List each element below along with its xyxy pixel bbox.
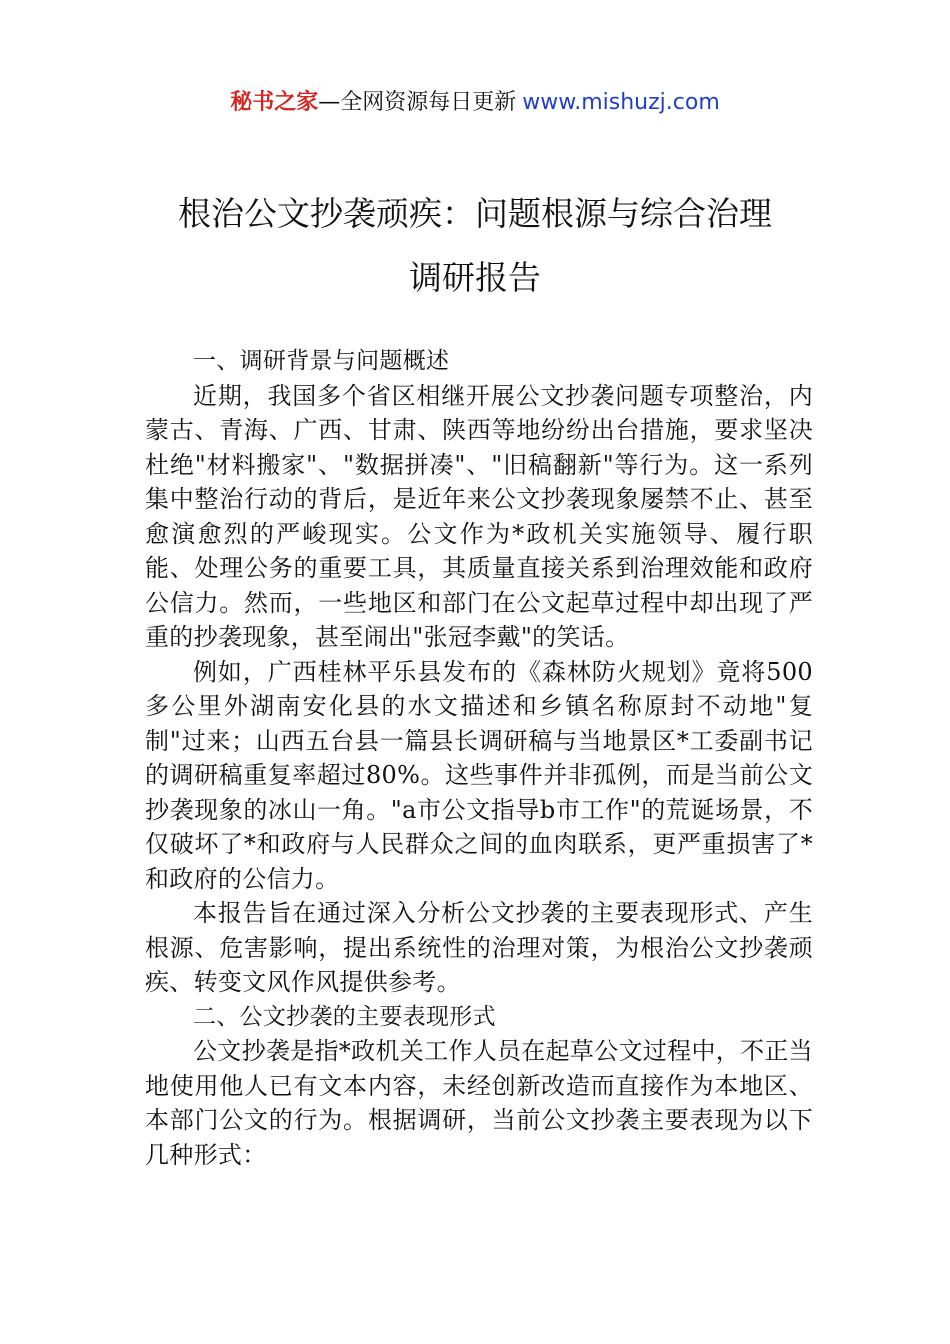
site-banner xyxy=(0,86,950,120)
section-heading-1: 一、调研背景与问题概述 xyxy=(193,348,450,374)
banner-url-link[interactable]: www.mishuzj.com xyxy=(522,90,720,115)
document-body xyxy=(145,344,813,1172)
title-line-1: 根治公文抄袭顽疾：问题根源与综合治理 xyxy=(178,194,772,233)
title-line-2: 调研报告 xyxy=(409,258,541,297)
paragraph-4: 公文抄袭是指*政机关工作人员在起草公文过程中，不正当地使用他人已有文本内容，未经创新改造而直接作为本地区、本部门公文的行为。根据调研，当前公文抄袭主要表现为以下几种形式： xyxy=(145,1037,813,1169)
document-title xyxy=(60,182,890,310)
banner-brand: 秘书之家 xyxy=(230,90,319,115)
paragraph-2: 例如，广西桂林平乐县发布的《森林防火规划》竟将500多公里外湖南安化县的水文描述和乡镇名称原封不动地"复制"过来；山西五台县一篇县长调研稿与当地景区*工委副书记的调研稿重复率超过80%。这些事件并非孤例，而是当前公文抄袭现象的冰山一角。"a市公文指导b市工作"的荒诞场景，不仅破坏了*和政府与人民群众之间的血肉联系，更严重损害了*和政府的公信力。 xyxy=(145,657,813,893)
section-heading-2: 二、公文抄袭的主要表现形式 xyxy=(193,1003,496,1030)
paragraph-1: 近期，我国多个省区相继开展公文抄袭问题专项整治，内蒙古、青海、广西、甘肃、陕西等地纷纷出台措施，要求坚决杜绝"材料搬家"、"数据拼凑"、"旧稿翻新"等行为。这一系列集中整治行动的背后，是近年来公文抄袭现象屡禁不止、甚至愈演愈烈的严峻现实。公文作为*政机关实施领导、履行职能、处理公务的重要工具，其质量直接关系到治理效能和政府公信力。然而，一些地区和部门在公文起草过程中却出现了严重的抄袭现象，甚至闹出"张冠李戴"的笑话。 xyxy=(145,381,813,651)
paragraph-3: 本报告旨在通过深入分析公文抄袭的主要表现形式、产生根源、危害影响，提出系统性的治理对策，为根治公文抄袭顽疾、转变文风作风提供参考。 xyxy=(145,899,813,996)
banner-tagline: —全网资源每日更新 xyxy=(318,90,517,115)
